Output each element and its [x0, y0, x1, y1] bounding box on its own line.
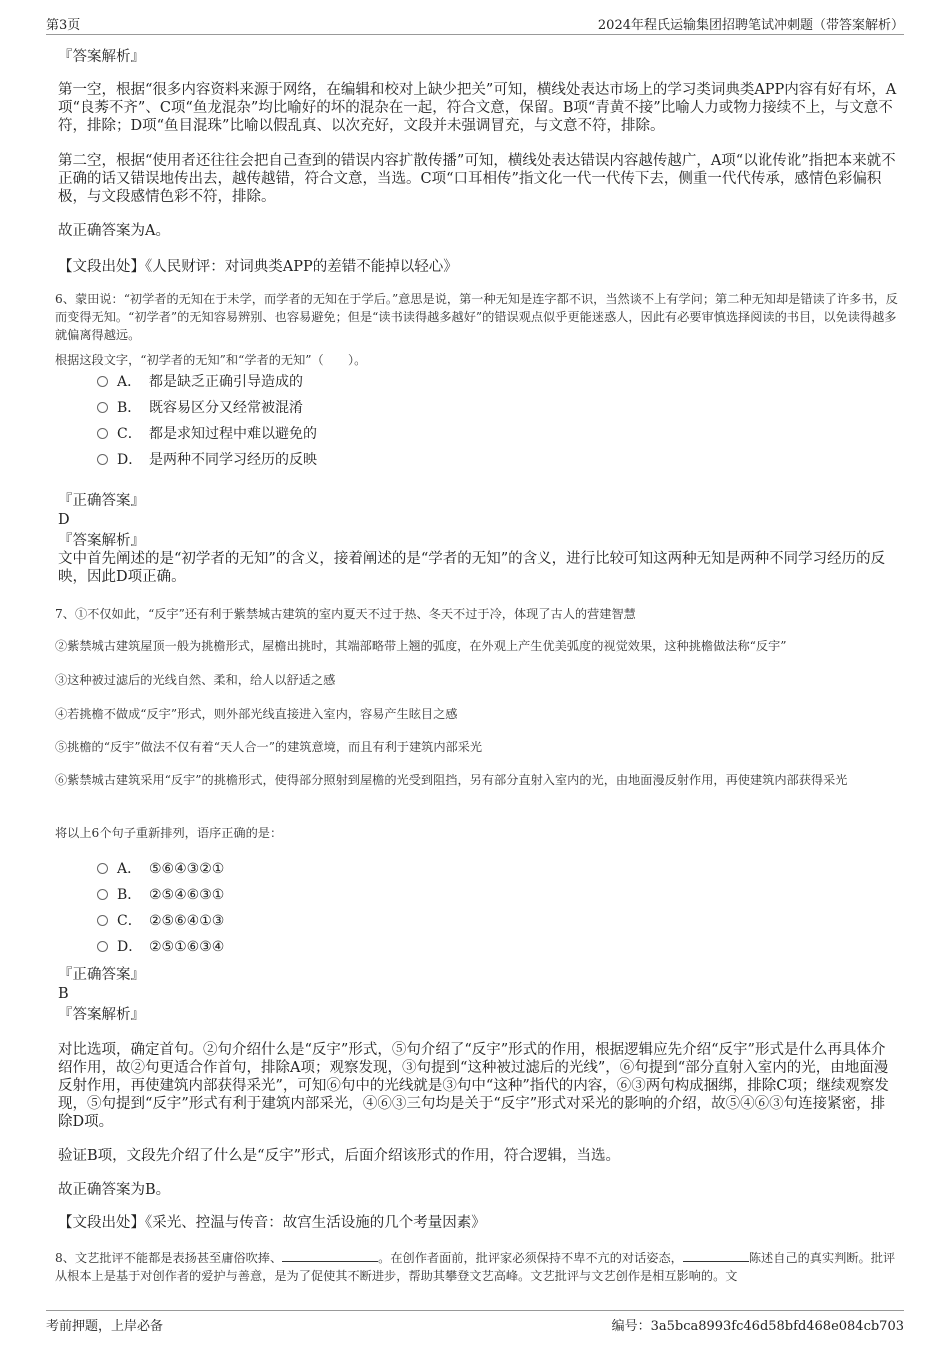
page-number: 第3页 — [46, 18, 81, 33]
q7-correct-label: 『正确答案』 — [58, 967, 145, 983]
q7-sentence-6: ⑥紫禁城古建筑采用“反宇”的挑檐形式，使得部分照射到屋檐的光受到阻挡，另有部分直射入室内的光，由地面漫反射作用，再使建筑内部获得采光 — [55, 773, 848, 787]
radio-icon[interactable] — [97, 863, 108, 874]
q6-option-d[interactable]: D． 是两种不同学习经历的反映 — [97, 451, 317, 469]
q6-analysis-label: 『答案解析』 — [58, 533, 145, 549]
radio-icon[interactable] — [97, 941, 108, 952]
q5-analysis-label: 『答案解析』 — [58, 49, 145, 65]
q5-source: 【文段出处】《人民财评：对词典类APP的差错不能掉以轻心》 — [58, 259, 458, 275]
radio-icon[interactable] — [97, 454, 108, 465]
q8-stem: 8、文艺批评不能都是表扬甚至庸俗吹捧、 。在创作者面前，批评家必须保持不卑不亢的对话姿态， 陈述自己的真实判断。批评从根本上是基于对创作者的爱护与善意，是为了促使其不断进步，帮助其攀登文艺高峰。文艺批评与文艺创作是相互影响的。文 — [55, 1251, 896, 1283]
q5-conclusion: 故正确答案为A。 — [58, 223, 170, 239]
radio-icon[interactable] — [97, 915, 108, 926]
q7-source: 【文段出处】《采光、控温与传音：故宫生活设施的几个考量因素》 — [58, 1215, 486, 1231]
q7-sentence-3: ③这种被过滤后的光线自然、柔和，给人以舒适之感 — [55, 673, 336, 687]
q6-option-b[interactable]: B． 既容易区分又经常被混淆 — [97, 399, 303, 417]
q7-option-a[interactable]: A． ⑤⑥④③②① — [97, 860, 224, 878]
q6-stem: 6、蒙田说：“初学者的无知在于未学，而学者的无知在于学后。”意思是说，第一种无知是连字都不识，当然谈不上有学问；第二种无知却是错读了许多书，反而变得无知。“初学者”的无知容易辨别、也容易避免；但是“读书读得越多越好”的错误观点似乎更能迷惑人，因此有必要审慎选择阅读的书目，以免读得越多就偏离得越远。 — [55, 292, 898, 342]
document-id: 编号：3a5bca8993fc46d58bfd468e084cb703 — [611, 1319, 904, 1334]
q7-analysis-para1: 对比选项，确定首句。②句介绍什么是“反宇”形式，⑤句介绍了“反宇”形式的作用，根据逻辑应先介绍“反宇”形式是什么再具体介绍作用，故②句更适合作首句，排除A项；观察发现，③句提到“这种被过滤后的光线”，⑥句提到“部分直射入室内的光，由地面漫反射作用，再使建筑内部获得采光”，可知⑥句中的光线就是③句中“这种”指代的内容，⑥③两句构成捆绑，排除C项；继续观察发现，⑤句提到“反宇”形式有利于建筑内部采光，④⑥③三句均是关于“反宇”形式对采光的影响的介绍，故⑤④⑥③句连接紧密，排除D项。 — [58, 1042, 889, 1130]
q5-analysis-para1: 第一空，根据“很多内容资料来源于网络，在编辑和校对上缺少把关”可知，横线处表达市场上的学习类词典类APP内容有好有坏，A项“良莠不齐”、C项“鱼龙混杂”均比喻好的坏的混杂在一起，符合文意，保留。B项“青黄不接”比喻人力或物力接续不上，与文意不符，排除；D项“鱼目混珠”比喻以假乱真、以次充好，文段并未强调冒充，与文意不符，排除。 — [58, 82, 897, 134]
document-title: 2024年程氏运输集团招聘笔试冲刺题（带答案解析） — [597, 18, 904, 33]
q7-sentence-5: ⑤挑檐的“反宇”做法不仅有着“天人合一”的建筑意境，而且有利于建筑内部采光 — [55, 740, 483, 754]
q6-question: 根据这段文字，“初学者的无知”和“学者的无知”（ ）。 — [55, 353, 367, 367]
q7-analysis-label: 『答案解析』 — [58, 1007, 145, 1023]
q6-correct-answer: D — [58, 512, 70, 528]
q6-correct-label: 『正确答案』 — [58, 493, 145, 509]
radio-icon[interactable] — [97, 402, 108, 413]
q5-analysis-para2: 第二空，根据“使用者还往往会把自己查到的错误内容扩散传播”可知，横线处表达错误内容越传越广，A项“以讹传讹”指把本来就不正确的话又错误地传出去，越传越错，符合文意，当选。C项“口耳相传”指文化一代一代传下去，侧重一代代传承，感情色彩偏积极，与文段感情色彩不符，排除。 — [58, 153, 896, 205]
q7-sentence-2: ②紫禁城古建筑屋顶一般为挑檐形式，屋檐出挑时，其端部略带上翘的弧度，在外观上产生优美弧度的视觉效果，这种挑檐做法称“反宇” — [55, 639, 787, 653]
q6-option-c[interactable]: C． 都是求知过程中难以避免的 — [97, 425, 317, 443]
radio-icon[interactable] — [97, 376, 108, 387]
q8-blank-1[interactable] — [282, 1249, 378, 1262]
q7-sentence-4: ④若挑檐不做成“反宇”形式，则外部光线直接进入室内，容易产生眩目之感 — [55, 707, 458, 721]
page-footer — [46, 1310, 904, 1335]
page-header — [46, 14, 904, 35]
q7-option-c[interactable]: C． ②⑤⑥④①③ — [97, 912, 224, 930]
q7-question: 将以上6个句子重新排列，语序正确的是： — [55, 826, 283, 840]
q7-conclusion: 故正确答案为B。 — [58, 1182, 171, 1198]
q7-analysis-para2: 验证B项，文段先介绍了什么是“反宇”形式，后面介绍该形式的作用，符合逻辑，当选。 — [58, 1148, 620, 1164]
q7-sentence-1: 7、①不仅如此，“反宇”还有利于紫禁城古建筑的室内夏天不过于热、冬天不过于冷，体现了古人的营建智慧 — [55, 607, 636, 621]
q6-analysis: 文中首先阐述的是“初学者的无知”的含义，接着阐述的是“学者的无知”的含义，进行比较可知这两种无知是两种不同学习经历的反映，因此D项正确。 — [58, 551, 886, 585]
q8-blank-2[interactable] — [683, 1249, 749, 1262]
q7-correct-answer: B — [58, 986, 69, 1002]
radio-icon[interactable] — [97, 889, 108, 900]
footer-slogan: 考前押题，上岸必备 — [46, 1319, 164, 1334]
q7-option-b[interactable]: B． ②⑤④⑥③① — [97, 886, 224, 904]
q6-option-a[interactable]: A． 都是缺乏正确引导造成的 — [97, 373, 303, 391]
q7-option-d[interactable]: D． ②⑤①⑥③④ — [97, 938, 224, 956]
radio-icon[interactable] — [97, 428, 108, 439]
